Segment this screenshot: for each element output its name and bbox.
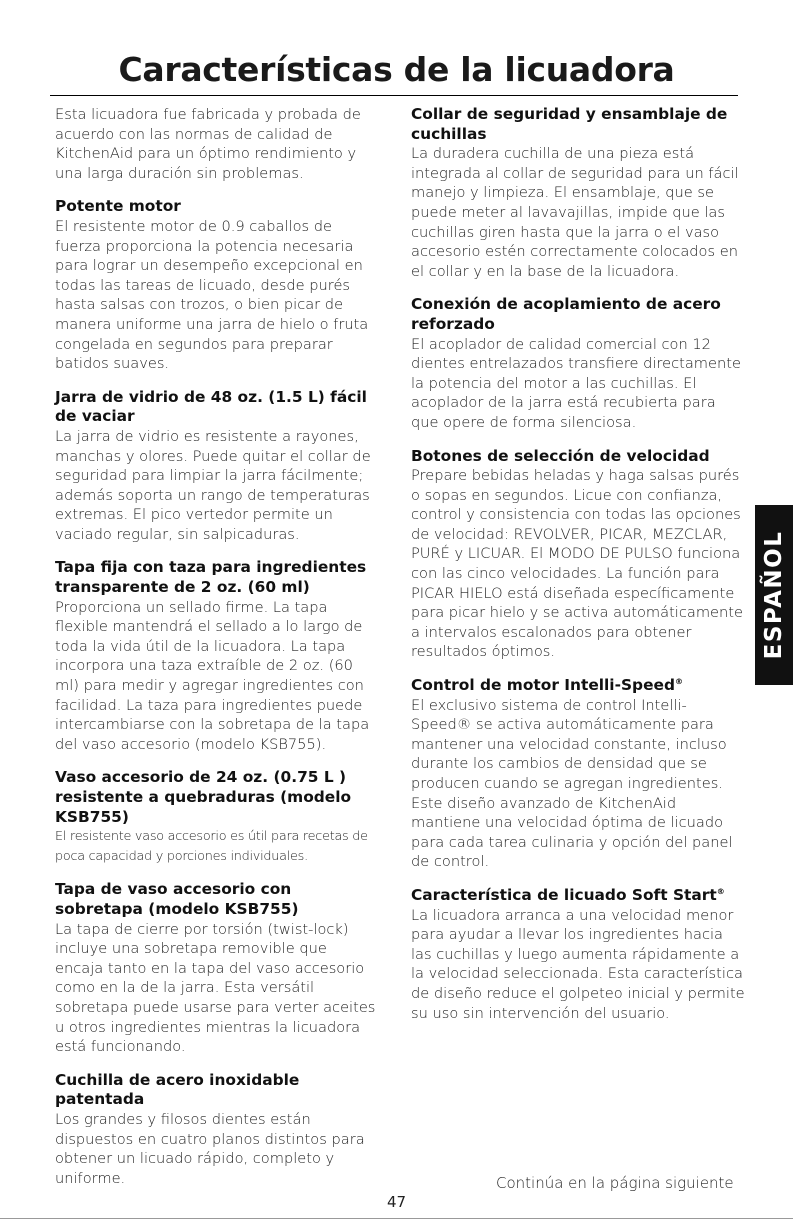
section-title-text: Control de motor Intelli-Speed (411, 676, 675, 695)
section-tapa-fija (55, 558, 377, 754)
section-body: El resistente motor de 0.9 caballos de fuerza proporciona la potencia necesaria para lograr un desempeño excepcional en todas las tareas de licuado, desde purés hasta salsas con trozos, o bien picar de manera uniforme una jarra de hielo o fruta congelada en segundos para preparar batidos suaves. (55, 217, 369, 373)
registered-mark: ® (716, 886, 725, 896)
language-tab (755, 505, 793, 685)
section-body: Prepare bebidas heladas y haga salsas purés o sopas en segundos. Licue con confianza, control y consistencia con todas las opciones de velocidad: REVOLVER, PICAR, MEZCLAR, PURÉ y LICUAR. El MODO DE PULSO funciona con las cinco velocidades. La función para PICAR HIELO está diseñada específicamente para picar hielo y se activa automáticamente a intervalos escalonados para obtener resultados óptimos. (411, 467, 743, 661)
section-body: La jarra de vidrio es resistente a rayones, manchas y olores. Puede quitar el collar de seguridad para limpiar la jarra fácilmente; además soporta un rango de temperaturas extremas. El pico vertedor permite un vaciado regular, sin salpicaduras. (55, 427, 371, 543)
section-intelli-speed (411, 676, 745, 872)
section-title (411, 676, 745, 696)
section-potente-motor (55, 197, 377, 373)
section-title: Collar de seguridad y ensamblaje de cuchillas (411, 105, 728, 143)
page-title: Características de la licuadora (118, 50, 675, 89)
section-body: Proporciona un sellado firme. La tapa flexible mantendrá el sellado a lo largo de toda la vida útil de la licuadora. La tapa incorpora una taza extraíble de 2 oz. (60 ml) para medir y agregar ingredientes con facilidad. La taza para ingredientes puede intercambiarse con la sobretapa de la tapa del vaso accesorio (modelo KSB755). (55, 598, 370, 753)
bottom-rule (0, 1218, 793, 1219)
section-botones-velocidad (411, 447, 745, 663)
section-title: Conexión de acoplamiento de acero reforzado (411, 295, 721, 333)
section-title: Jarra de vidrio de 48 oz. (1.5 L) fácil de vaciar (55, 387, 367, 426)
section-body: La duradera cuchilla de una pieza está integrada al collar de seguridad para un fácil manejo y limpieza. El ensamblaje, que se puede meter al lavavajillas, impide que las cuchillas giren hasta que la jarra o el vaso accesorio estén correctamente colocados en el collar y en la base de la licuadora. (411, 145, 739, 280)
section-body: La tapa de cierre por torsión (twist-lock) incluye una sobretapa removible que encaja tanto en la tapa del vaso accesorio como en la de la jarra. Esta versátil sobretapa puede usarse para verter aceites u otros ingredientes mientras la licuadora está funcionando. (55, 920, 376, 1056)
section-conexion-acoplamiento (411, 295, 745, 432)
section-cuchilla (55, 1071, 377, 1189)
section-jarra-de-vidrio (55, 388, 377, 545)
section-collar-de-seguridad (411, 105, 745, 281)
page-number: 47 (386, 1193, 407, 1211)
right-column (411, 105, 745, 1023)
section-title: Tapa fija con taza para ingredientes transparente de 2 oz. (60 ml) (55, 558, 367, 597)
registered-mark: ® (674, 676, 683, 686)
section-title: Tapa de vaso accesorio con sobretapa (modelo KSB755) (55, 880, 299, 918)
section-title-text: Característica de licuado Soft Start (411, 885, 717, 904)
section-body: El exclusivo sistema de control Intelli-Speed® se activa automáticamente para mantener una velocidad constante, incluso durante los cambios de densidad que se producen cuando se agregan ingredientes. Este diseño avanzado de KitchenAid mantiene una velocidad óptima de licuado para cada tarea culinaria y opción del panel de control. (411, 696, 733, 871)
language-tab-label: ESPAÑOL (761, 530, 787, 660)
section-title (411, 886, 745, 906)
section-body: La licuadora arranca a una velocidad menor para ayudar a llevar los ingredientes hacia las cuchillas y luego aumenta rápidamente a la velocidad seleccionada. Esta característica de diseño reduce el golpeteo inicial y permite su uso sin intervención del usuario. (411, 906, 745, 1022)
section-tapa-vaso-accesorio (55, 880, 377, 1056)
title-rule (50, 95, 738, 96)
section-body: Los grandes y filosos dientes están dispuestos en cuatro planos distintos para obtener un licuado rápido, completo y uniforme. (55, 1110, 365, 1187)
left-column (55, 105, 377, 1188)
section-title: Botones de selección de velocidad (411, 446, 710, 465)
continued-note: Continúa en la página siguiente (496, 1174, 734, 1192)
section-body: El acoplador de calidad comercial con 12 dientes entrelazados transfiere directamente la potencia del motor a las cuchillas. El acoplador de la jarra está recubierta para que opere de forma silenciosa. (411, 335, 741, 431)
section-title: Potente motor (55, 197, 181, 216)
intro-paragraph: Esta licuadora fue fabricada y probada de acuerdo con las normas de calidad de KitchenAid para un óptimo rendimiento y una larga duración sin problemas. (55, 106, 361, 182)
section-title: Cuchilla de acero inoxidable patentada (55, 1070, 300, 1109)
section-body: El resistente vaso accesorio es útil para recetas de poca capacidad y porciones individuales. (55, 829, 368, 864)
section-soft-start (411, 886, 745, 1023)
section-title: Vaso accesorio de 24 oz. (0.75 L ) resistente a quebraduras (modelo KSB755) (55, 768, 352, 826)
section-vaso-accesorio (55, 768, 377, 866)
